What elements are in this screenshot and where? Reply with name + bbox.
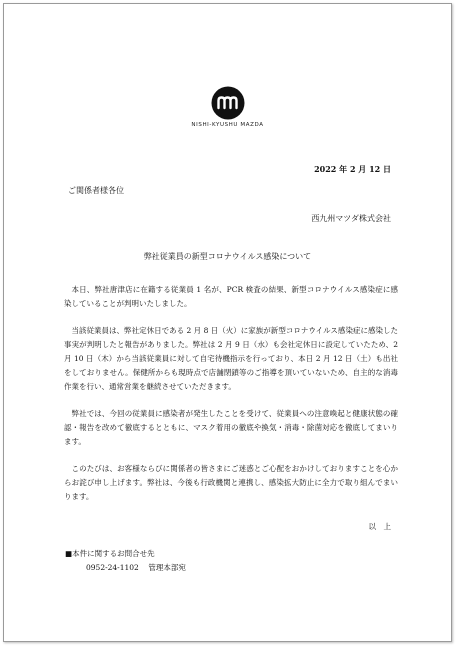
mazda-m-logo-icon xyxy=(211,86,245,120)
sender-company: 西九州マツダ株式会社 xyxy=(311,214,391,223)
contact-department: 管理本部宛 xyxy=(148,563,186,572)
closing-mark: 以 上 xyxy=(368,522,391,531)
contact-details xyxy=(86,562,186,573)
document-title: 弊社従業員の新型コロナウイルス感染について xyxy=(143,252,312,261)
logo-company-name: NISHI-KYUSHU MAZDA xyxy=(191,122,264,128)
body-paragraph-4: このたびは、お客様ならびに関係者の皆さまにご迷惑とご心配をおかけしておりますことを心からお詫び申し上げます。弊社は、今後も行政機関と連携し、感染拡大防止に全力で取り組んでまいります。 xyxy=(64,464,398,501)
document-page xyxy=(3,3,452,642)
contact-phone: 0952-24-1102 xyxy=(86,563,139,572)
addressee: ご関係者様各位 xyxy=(68,186,124,195)
company-logo xyxy=(4,86,451,128)
body-paragraph-2: 当該従業員は、弊社定休日である 2 月 8 日（火）に家族が新型コロナウイルス感染症に感染した事実が判明したと報告がありました。弊社は 2 月 9 日（水）も会社定休日に設定していたため、2 月 10 日（木）から当該従業員に対して自宅待機指示を行っており、本日 2 月 12 日（土）も出社をしておりません。保健所からも現時点で店舗閉鎖等のご指導を頂いていないため、自主的な消毒作業を行い、通常営業を継続させていただきます。 xyxy=(64,326,398,391)
document-date: 2022 年 2 月 12 日 xyxy=(314,164,391,174)
body-paragraph-3: 弊社では、今回の従業員に感染者が発生したことを受けて、従業員への注意喚起と健康状態の確認・報告を改めて徹底するとともに、マスク着用の徹底や換気・消毒・除菌対応を徹底してまいります。 xyxy=(64,409,398,446)
contact-heading: ■本件に関するお問合せ先 xyxy=(65,549,155,558)
body-paragraph-1: 本日、弊社唐津店に在籍する従業員 1 名が、PCR 検査の結果、新型コロナウイルス感染症に感染していることが判明いたしました。 xyxy=(64,285,398,308)
